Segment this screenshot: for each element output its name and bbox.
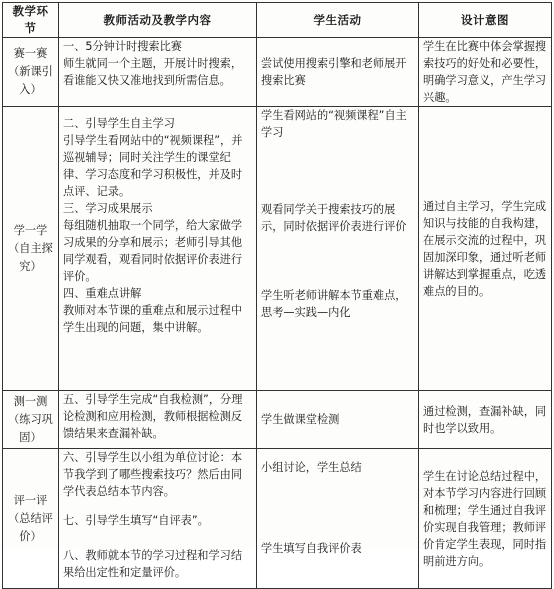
stage-cell [3, 38, 59, 107]
header-stage: 教学环节 [3, 3, 59, 38]
header-teacher-activity: 教师活动及教学内容 [59, 3, 257, 38]
student-activity-text: 学生做课堂检测 [261, 413, 340, 426]
stage-name: 学一学 [13, 223, 48, 237]
teacher-step-title: 一、5分钟计时搜索比赛 [63, 40, 182, 53]
design-intent-cell [419, 391, 552, 449]
student-activity-cell [257, 107, 419, 391]
teacher-step-text: 八、教师就本节的学习过程和学习结果给出定性和定量评价。 [63, 549, 243, 579]
teacher-activity-cell [59, 391, 257, 449]
teacher-activity-cell [59, 38, 257, 107]
design-intent-text: 通过自主学习，学生完成知识与技能的自我构建，在展示交流的过程中，巩固加深印象，通过听老师讲解达到掌握重点，吃透难点的目的。 [423, 199, 547, 298]
teacher-step-text: 六、引导学生以小组为单位讨论：本节我学到了哪些搜索技巧？然后由同学代表总结本节内容。 [63, 451, 243, 498]
stage-cell [3, 107, 59, 391]
header-row [3, 3, 552, 38]
teacher-step-title: 四、重难点讲解 [63, 287, 142, 300]
student-activity-text: 学生填写自我评价表 [261, 542, 362, 555]
student-activity-text: 尝试使用搜索引擎和老师展开搜索比赛 [261, 57, 407, 87]
student-activity-cell [257, 391, 419, 449]
teacher-step-text: 师生就同一个主题，开展计时搜索，看谁能又快又准地找到所需信息。 [63, 57, 243, 87]
stage-subtitle: （新课引入） [8, 65, 53, 96]
design-intent-cell [419, 449, 552, 589]
stage-subtitle: （练习巩固） [8, 412, 53, 444]
design-intent-cell [419, 38, 552, 107]
teacher-step-title: 二、引导学生自主学习 [63, 117, 175, 130]
table-row [3, 107, 552, 391]
table-row [3, 449, 552, 589]
stage-name: 评一评 [13, 493, 48, 507]
header-student-activity: 学生活动 [257, 3, 419, 38]
stage-cell [3, 449, 59, 589]
design-intent-cell [419, 107, 552, 391]
teacher-step-text: 五、引导学生完成“自我检测”，分理论检测和应用检测，教师根据检测反馈结果来查漏补缺。 [63, 393, 243, 440]
stage-subtitle: （总结评价） [8, 511, 53, 543]
student-activity-cell [257, 449, 419, 589]
teacher-step-text: 七、引导学生填写“自评表”。 [63, 514, 209, 527]
table-row [3, 38, 552, 107]
stage-name: 测一测 [13, 394, 48, 408]
teacher-step-text: 教师对本节课的重难点和展示过程中学生出现的问题，集中讲解。 [63, 304, 243, 334]
teacher-step-title: 三、学习成果展示 [63, 202, 153, 215]
teacher-activity-cell [59, 449, 257, 589]
header-design-intent: 设计意图 [419, 3, 552, 38]
design-intent-text: 学生在比赛中体会掌握搜索技巧的好处和必要性，明确学习意义，产生学习兴趣。 [423, 40, 547, 104]
student-activity-text: 学生听老师讲解本节重难点，思考—实践—内化 [261, 289, 407, 319]
student-activity-text: 观看同学关于搜索技巧的展示，同时依据评价表进行评价 [261, 203, 407, 233]
student-activity-cell [257, 38, 419, 107]
teacher-step-text: 每组随机抽取一个同学，给大家做学习成果的分享和展示；老师引导其他同学观看，观看同时依据评价表进行评价。 [63, 219, 243, 283]
stage-subtitle: （自主探究） [8, 241, 53, 273]
teacher-activity-cell [59, 107, 257, 391]
lesson-plan-table [2, 2, 552, 589]
stage-name: 赛一赛 [13, 47, 48, 60]
student-activity-text: 小组讨论，学生总结 [261, 461, 362, 474]
design-intent-text: 学生在讨论总结过程中，对本节学习内容进行回顾和梳理；学生通过自我评价实现自我管理；教师评价肯定学生表现，同时指明前进方向。 [423, 469, 547, 568]
student-activity-text: 学生看网站的“视频课程”自主学习 [261, 109, 407, 139]
table-row [3, 391, 552, 449]
stage-cell [3, 391, 59, 449]
design-intent-text: 通过检测，查漏补缺，同时也学以致用。 [423, 404, 547, 435]
teacher-step-text: 引导学生看网站中的“视频课程”，并巡视辅导；同时关注学生的课堂纪律、学习态度和学习积极性，并及时点评、记录。 [63, 134, 243, 198]
